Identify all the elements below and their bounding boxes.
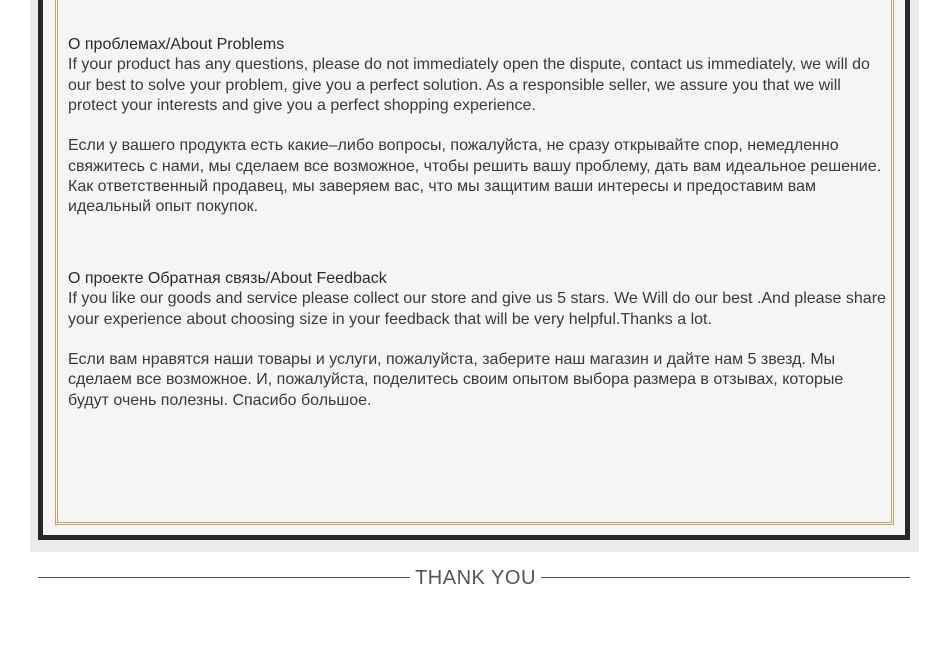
paragraph-gap [68,116,888,136]
about-feedback-section [68,269,888,411]
footer-divider-left [38,577,410,578]
about-problems-heading: О проблемах/About Problems [68,36,285,53]
about-problems-russian-text: Если у вашего продукта есть какие–либо вопросы, пожалуйста, не сразу открывайте спор, немедленно свяжитесь с нами, мы сделаем все возможное, чтобы решить вашу проблему, дать вам идеальное решение. Как ответственный продавец, мы заверяем вас, что мы защитим ваши интересы и предоставим вам идеальный опыт покупок. [68,137,882,216]
paragraph-gap [68,330,888,350]
thank-you-footer [38,565,910,591]
footer-divider-right [541,577,910,578]
about-problems-section [68,35,888,218]
about-feedback-russian-text: Если вам нравятся наши товары и услуги, пожалуйста, заберите наш магазин и дайте нам 5 звезд. Мы сделаем все возможное. И, пожалуйста, поделитесь своим опытом выбора размера в отзывах, которые будут очень полезны. Спасибо большое. [68,351,844,409]
about-feedback-english-text: If you like our goods and service please collect our store and give us 5 stars. We Will do our best .And please share your experience about choosing size in your feedback that will be very helpful.Thanks a lot. [68,290,886,328]
thank-you-text: THANK YOU [415,567,536,589]
about-feedback-heading: О проекте Обратная связь/About Feedback [68,270,387,287]
about-problems-english-text: If your product has any questions, please do not immediately open the dispute, contact us immediately, we will do our best to solve your problem, give you a perfect solution. As a responsible seller, we assure you that we will protect your interests and give you a perfect shopping experience. [68,56,870,114]
